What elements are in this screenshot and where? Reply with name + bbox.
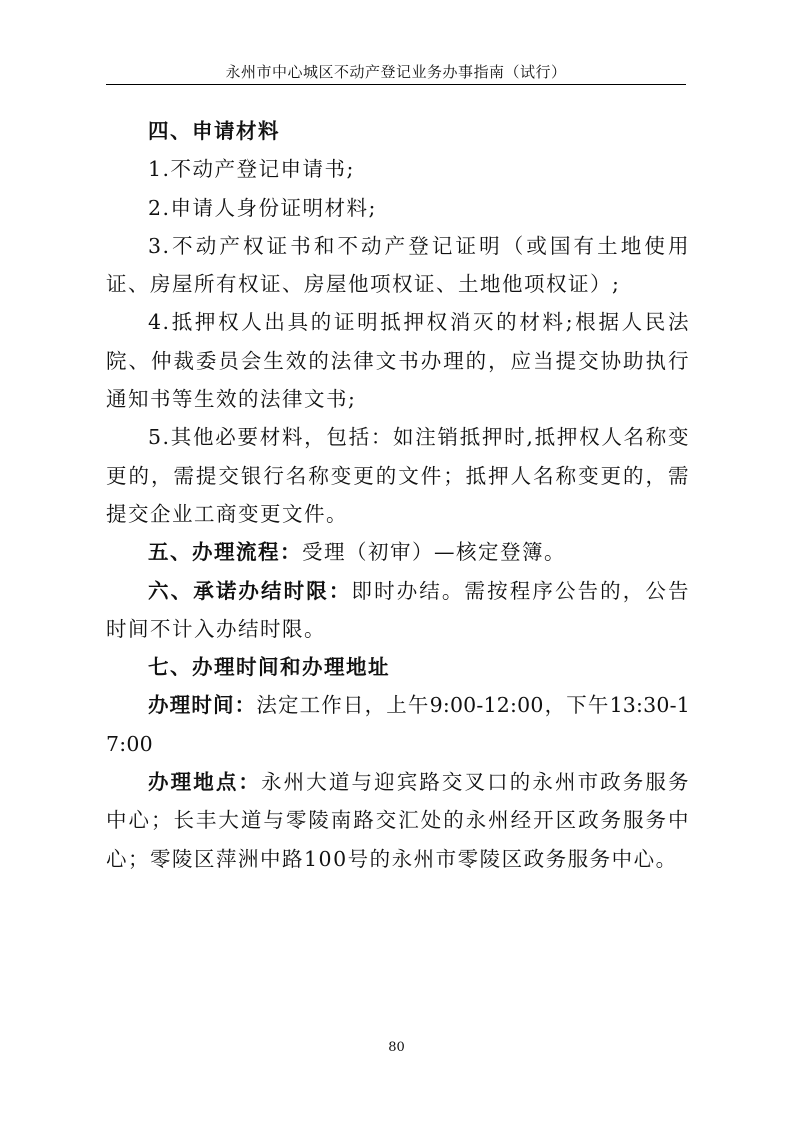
document-body: [106, 112, 690, 878]
page-number: 80: [388, 1040, 405, 1055]
material-item-3: 3.不动产权证书和不动产登记证明（或国有土地使用证、房屋所有权证、房屋他项权证、土地他项权证）;: [106, 233, 690, 297]
office-hours-label: 办理时间：: [148, 693, 257, 718]
time-limit-text: 即时办结。需按程序公告的，公告时间不计入办结时限。: [106, 578, 691, 641]
process-paragraph: [106, 533, 690, 571]
section-heading-process: 五、办理流程：: [148, 540, 302, 565]
office-location-text: 永州大道与迎宾路交叉口的永州市政务服务中心；长丰大道与零陵南路交汇处的永州经开区政务服务中心；零陵区萍洲中路100号的永州市零陵区政务服务中心。: [106, 770, 691, 871]
section-heading-time-limit: 六、承诺办结时限：: [148, 578, 352, 603]
process-text: 受理（初审）—核定登簿。: [302, 540, 566, 565]
time-limit-paragraph: [106, 572, 690, 649]
material-item-5: 5.其他必要材料，包括：如注销抵押时,抵押权人名称变更的，需提交银行名称变更的文件；抵押人名称变更的，需提交企业工商变更文件。: [106, 425, 690, 526]
material-item-4: 4.抵押权人出具的证明抵押权消灭的材料;根据人民法院、仲裁委员会生效的法律文书办理的，应当提交协助执行通知书等生效的法律文书;: [106, 310, 690, 412]
office-location-paragraph: [106, 763, 690, 878]
material-item-2: 2.申请人身份证明材料;: [148, 195, 377, 220]
running-header: 永州市中心城区不动产登记业务办事指南（试行）: [225, 63, 567, 81]
office-location-label: 办理地点：: [148, 770, 262, 795]
office-hours-paragraph: [106, 686, 690, 763]
section-heading-materials: 四、申请材料: [148, 119, 280, 143]
office-hours-text: 法定工作日，上午9:00-12:00，下午13:30-17:00: [106, 693, 691, 756]
material-item-1: 1.不动产登记申请书;: [148, 157, 355, 182]
header-rule: [106, 84, 686, 85]
section-heading-office: 七、办理时间和办理地址: [148, 655, 390, 680]
